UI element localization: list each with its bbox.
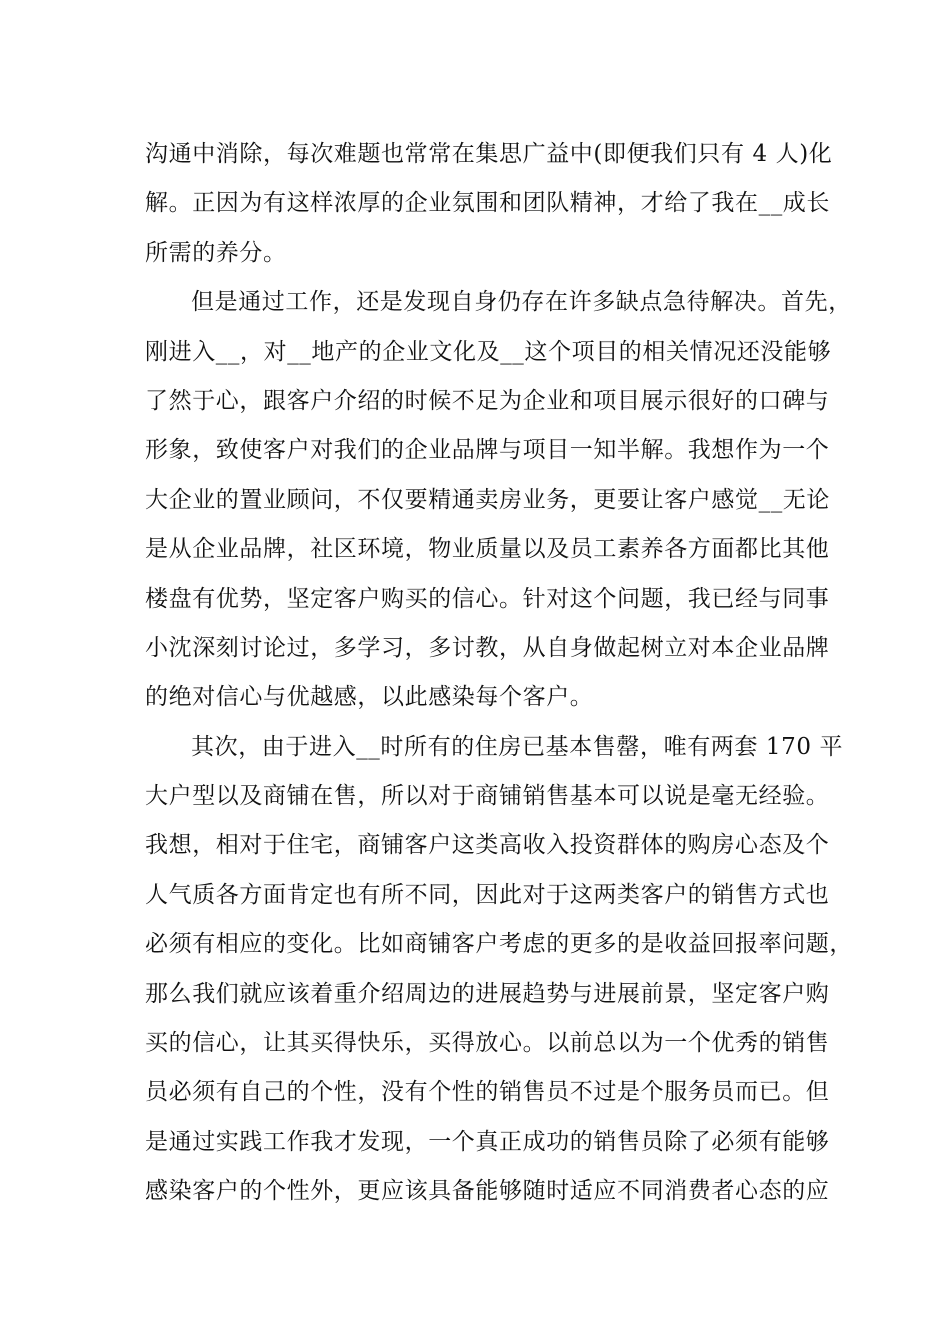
paragraph-1 (145, 130, 833, 278)
text-line: 刚进入__，对__地产的企业文化及__这个项目的相关情况还没能够 (145, 338, 832, 365)
text-line: 那么我们就应该着重介绍周边的进展趋势与进展前景，坚定客户购 (145, 980, 830, 1007)
paragraph-3 (145, 723, 853, 1217)
text-line: 我想，相对于住宅，商铺客户这类高收入投资群体的购房心态及个 (145, 832, 830, 859)
text-line: 但是通过工作，还是发现自身仍存在许多缺点急待解决。首先， (191, 289, 852, 316)
text-line: 其次，由于进入__时所有的住房已基本售罄，唯有两套 170 平 (191, 733, 844, 760)
text-line: 员必须有自己的个性，没有个性的销售员不过是个服务员而已。但 (145, 1079, 830, 1106)
text-line: 人气质各方面肯定也有所不同，因此对于这两类客户的销售方式也 (145, 881, 830, 908)
text-line: 买的信心，让其买得快乐，买得放心。以前总以为一个优秀的销售 (145, 1030, 830, 1057)
text-line: 沟通中消除，每次难题也常常在集思广益中(即便我们只有 4 人)化 (145, 141, 833, 167)
text-line: 所需的养分。 (145, 239, 287, 266)
text-line: 小沈深刻讨论过，多学习，多讨教，从自身做起树立对本企业品牌 (145, 634, 830, 661)
text-line: 必须有相应的变化。比如商铺客户考虑的更多的是收益回报率问题， (145, 931, 853, 958)
text-line: 楼盘有优势，坚定客户购买的信心。针对这个问题，我已经与同事 (145, 585, 830, 612)
text-line: 大户型以及商铺在售，所以对于商铺销售基本可以说是毫无经验。 (145, 783, 830, 810)
paragraph-2 (145, 278, 852, 723)
text-line: 的绝对信心与优越感，以此感染每个客户。 (145, 684, 594, 711)
text-line: 了然于心，跟客户介绍的时候不足为企业和项目展示很好的口碑与 (145, 387, 830, 414)
text-line: 是从企业品牌，社区环境，物业质量以及员工素养各方面都比其他 (145, 536, 830, 563)
text-line: 解。正因为有这样浓厚的企业氛围和团队精神，才给了我在__成长 (145, 190, 830, 217)
text-line: 感染客户的个性外，更应该具备能够随时适应不同消费者心态的应 (145, 1178, 830, 1205)
text-line: 是通过实践工作我才发现，一个真正成功的销售员除了必须有能够 (145, 1128, 830, 1155)
text-line: 形象，致使客户对我们的企业品牌与项目一知半解。我想作为一个 (145, 437, 830, 464)
document-body (145, 130, 853, 1217)
text-line: 大企业的置业顾问，不仅要精通卖房业务，更要让客户感觉__无论 (145, 486, 830, 513)
